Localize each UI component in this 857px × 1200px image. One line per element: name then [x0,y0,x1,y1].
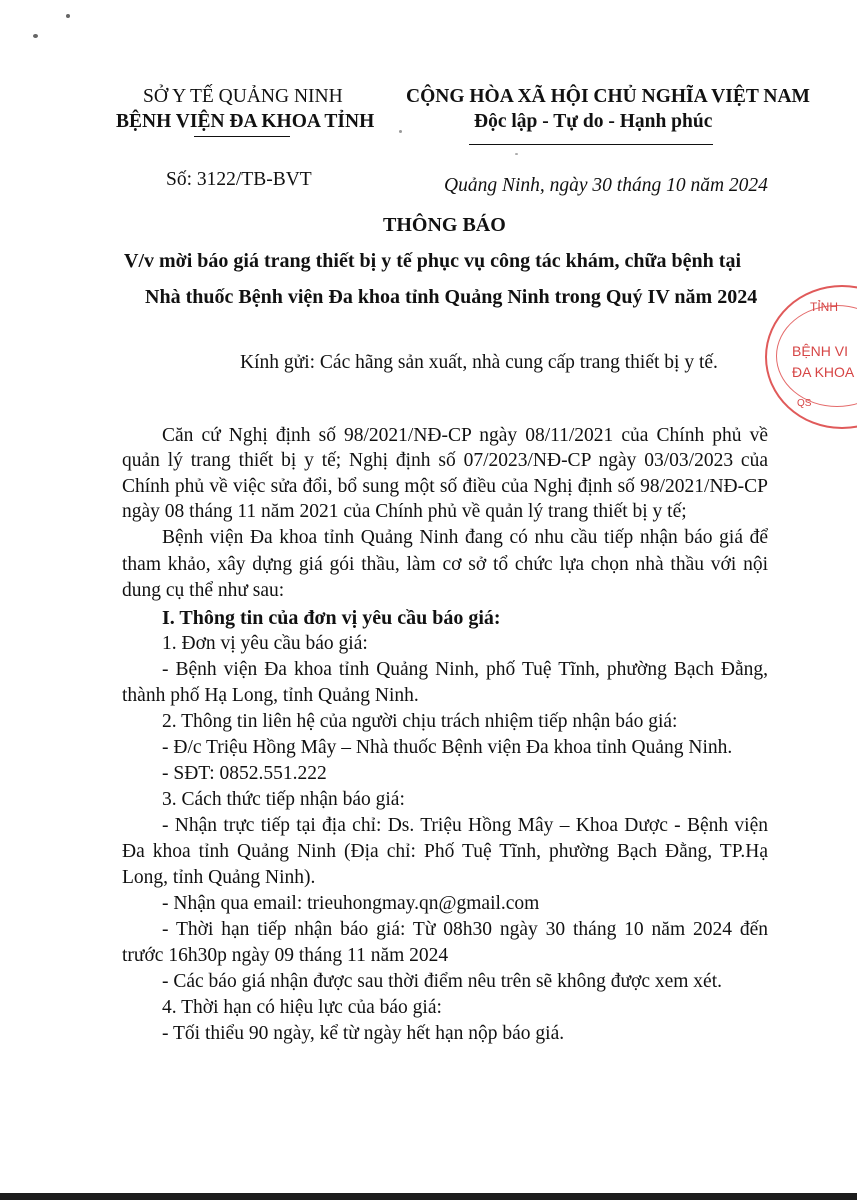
item-3-direct-line-2: Đa khoa tỉnh Quảng Ninh (Địa chỉ: Phố Tuệ Tĩnh, phường Bạch Đằng, TP.Hạ [122,841,768,862]
basis-line-4: ngày 08 tháng 11 năm 2021 của Chính phủ về quản lý trang thiết bị y tế; [122,501,687,522]
item-3-deadline-line-1: - Thời hạn tiếp nhận báo giá: Từ 08h30 ngày 30 tháng 10 năm 2024 đến [162,919,768,940]
document-title: THÔNG BÁO [383,214,506,236]
item-4-value: - Tối thiểu 90 ngày, kể từ ngày hết hạn nộp báo giá. [162,1023,565,1044]
subject-line-2: Nhà thuốc Bệnh viện Đa khoa tỉnh Quảng Ninh trong Quý IV năm 2024 [145,286,758,308]
stamp-top-text: TỈNH [810,300,838,314]
scan-dot [515,153,518,155]
hospital-name: BỆNH VIỆN ĐA KHOA TỈNH [116,111,375,132]
basis-line-2: quản lý trang thiết bị y tế; Nghị định số 07/2023/NĐ-CP ngày 03/03/2023 của [122,450,768,471]
section-1-heading: I. Thông tin của đơn vị yêu cầu báo giá: [162,607,501,629]
item-3-direct-line-3: Long, tỉnh Quảng Ninh). [122,867,316,888]
motto-underline [469,144,713,145]
item-1-line-1: - Bệnh viện Đa khoa tỉnh Quảng Ninh, phố Tuệ Tĩnh, phường Bạch Đằng, [162,659,768,680]
scan-dot [66,14,70,18]
national-title: CỘNG HÒA XÃ HỘI CHỦ NGHĨA VIỆT NAM [406,86,810,107]
intro-line-1: Bệnh viện Đa khoa tỉnh Quảng Ninh đang có nhu cầu tiếp nhận báo giá để [162,527,768,548]
basis-line-1: Căn cứ Nghị định số 98/2021/NĐ-CP ngày 08/11/2021 của Chính phủ về [162,425,768,446]
item-4-label: 4. Thời hạn có hiệu lực của báo giá: [162,997,442,1018]
intro-line-3: dung cụ thể như sau: [122,580,285,601]
item-3-label: 3. Cách thức tiếp nhận báo giá: [162,789,405,810]
item-3-late-note: - Các báo giá nhận được sau thời điểm nêu trên sẽ không được xem xét. [162,971,723,992]
subject-line-1: V/v mời báo giá trang thiết bị y tế phục vụ công tác khám, chữa bệnh tại [124,250,742,272]
agency-name: SỞ Y TẾ QUẢNG NINH [143,86,343,107]
stamp-small-text: QS [797,398,812,409]
scan-bottom-edge [0,1193,857,1200]
item-3-email: - Nhận qua email: trieuhongmay.qn@gmail.com [162,893,540,914]
intro-line-2: tham khảo, xây dựng giá gói thầu, làm cơ sở tổ chức lựa chọn nhà thầu với nội [122,554,768,575]
hospital-name-underline [194,136,290,137]
stamp-text-line-2: ĐA KHOA [792,364,855,380]
national-motto: Độc lập - Tự do - Hạnh phúc [474,111,713,132]
place-and-date: Quảng Ninh, ngày 30 tháng 10 năm 2024 [444,175,768,196]
item-2-phone: - SĐT: 0852.551.222 [162,763,327,784]
item-2-label: 2. Thông tin liên hệ của người chịu trách nhiệm tiếp nhận báo giá: [162,711,678,732]
scan-dot [399,130,402,133]
scan-dot [33,34,38,38]
item-1-line-2: thành phố Hạ Long, tỉnh Quảng Ninh. [122,685,419,706]
basis-line-3: Chính phủ về việc sửa đổi, bổ sung một số điều của Nghị định số 98/2021/NĐ-CP [122,476,768,497]
item-2-contact: - Đ/c Triệu Hồng Mây – Nhà thuốc Bệnh viện Đa khoa tỉnh Quảng Ninh. [162,737,733,758]
item-1-label: 1. Đơn vị yêu cầu báo giá: [162,633,368,654]
stamp-text-line-1: BỆNH VI [792,343,849,359]
document-number: Số: 3122/TB-BVT [166,169,312,190]
recipient-line: Kính gửi: Các hãng sản xuất, nhà cung cấp trang thiết bị y tế. [240,352,718,373]
item-3-direct-line-1: - Nhận trực tiếp tại địa chỉ: Ds. Triệu Hồng Mây – Khoa Dược - Bệnh viện [162,815,768,836]
item-3-deadline-line-2: trước 16h30p ngày 09 tháng 11 năm 2024 [122,945,449,966]
